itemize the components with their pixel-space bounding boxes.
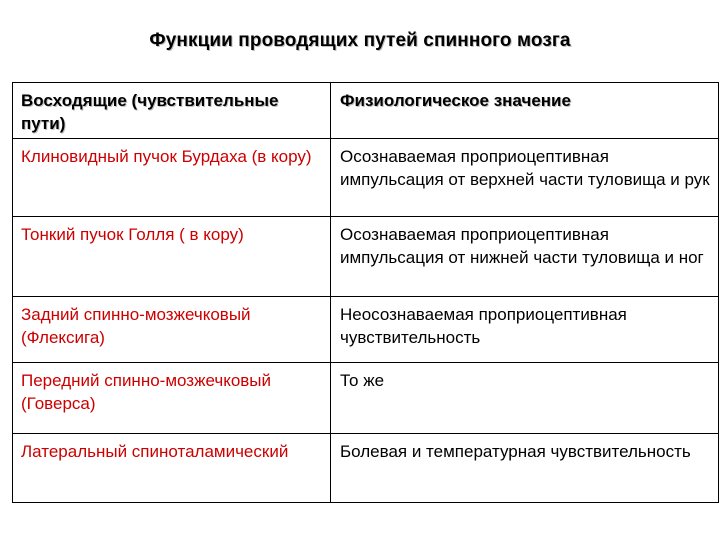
tract-name: Тонкий пучок Голля ( в кору) <box>13 217 331 297</box>
table-row <box>13 297 719 363</box>
tract-name: Клиновидный пучок Бурдаха (в кору) <box>13 139 331 217</box>
tract-meaning: Осознаваемая проприоцептивная импульсация от верхней части туловища и рук <box>331 139 719 217</box>
table-row <box>13 217 719 297</box>
page-title: Функции проводящих путей спинного мозга <box>149 30 571 51</box>
tract-meaning: Неосознаваемая проприоцептивная чувствительность <box>331 297 719 363</box>
header-ascending-tracts: Восходящие (чувствительные пути) <box>13 83 331 139</box>
table-row <box>13 139 719 217</box>
tract-name: Задний спинно-мозжечковый (Флексига) <box>13 297 331 363</box>
table-row <box>13 363 719 434</box>
pathways-table <box>12 82 719 503</box>
tract-name: Латеральный спиноталамический <box>13 434 331 503</box>
table-header-row <box>13 83 719 139</box>
tract-meaning: То же <box>331 363 719 434</box>
tract-name: Передний спинно-мозжечковый (Говерса) <box>13 363 331 434</box>
tract-meaning: Осознаваемая проприоцептивная импульсация от нижней части туловища и ног <box>331 217 719 297</box>
header-physiological-meaning: Физиологическое значение <box>331 83 719 139</box>
table-row <box>13 434 719 503</box>
tract-meaning: Болевая и температурная чувствительность <box>331 434 719 503</box>
